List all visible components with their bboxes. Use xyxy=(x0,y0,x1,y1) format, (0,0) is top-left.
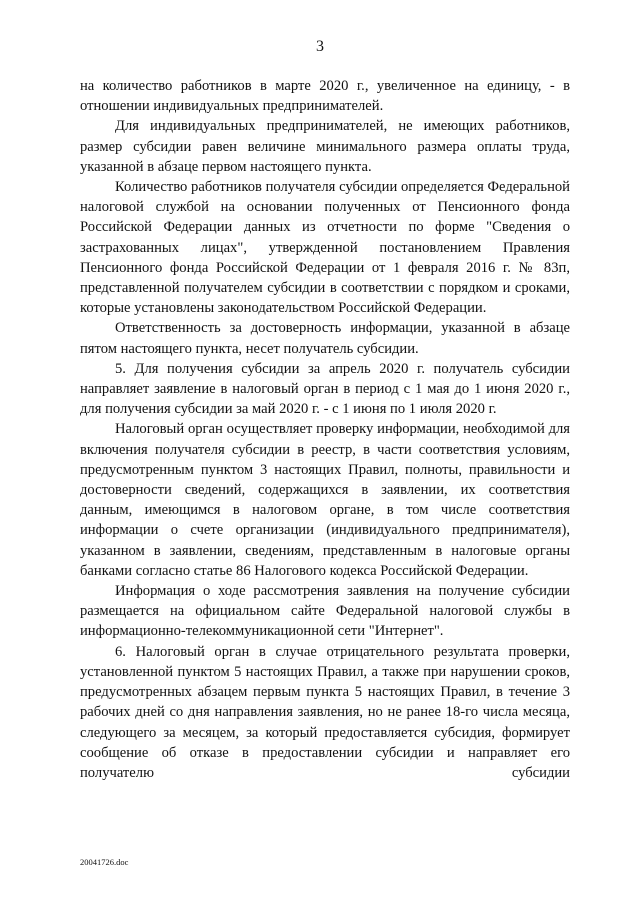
page-number: 3 xyxy=(316,38,324,55)
paragraph: Налоговый орган осуществляет проверку информации, необходимой для включения получателя субсидии в реестр, в части соответствия условиям, предусмотренным пунктом 3 настоящих Правил, полноты, правильности и достоверности сведений, содержащихся в заявлении, их соответствия данным, имеющимся в налоговом органе, в том числе соответствия информации о счете организации (индивидуального предпринимателя), указанном в заявлении, сведениям, представленным в налоговые органы банками согласно статье 86 Налогового кодекса Российской Федерации. xyxy=(80,421,570,579)
paragraph: Количество работников получателя субсидии определяется Федеральной налоговой службой на основании полученных от Пенсионного фонда Российской Федерации данных из отчетности по форме "Сведения о застрахованных лицах", утвержденной постановлением Правления Пенсионного фонда Российской Федерации от 1 февраля 2016 г. № 83п, представленной получателем субсидии в соответствии с порядком и сроками, которые установлены законодательством Российской Федерации. xyxy=(80,179,570,317)
paragraph-item-6: 6. Налоговый орган в случае отрицательного результата проверки, установленной пунктом 5 настоящих Правил, а также при нарушении сроков, предусмотренных абзацем первым пункта 5 настоящих Правил, в течение 3 рабочих дней со дня направления заявления, но не ранее 18-го числа месяца, следующего за месяцем, за который предоставляется субсидия, формирует сообщение об отказе в предоставлении субсидии и направляет его получателю субсидии xyxy=(80,643,570,781)
paragraph-continuation: на количество работников в марте 2020 г., увеличенное на единицу, - в отношении индивидуальных предпринимателей. xyxy=(80,78,570,115)
footer-file-code: 20041726.doc xyxy=(80,857,129,867)
paragraph-item-5: 5. Для получения субсидии за апрель 2020 г. получатель субсидии направляет заявление в налоговый орган в период с 1 мая до 1 июня 2020 г., для получения субсидии за май 2020 г. - с 1 июня по 1 июля 2020 г. xyxy=(80,360,570,418)
document-body xyxy=(80,76,570,783)
paragraph: Информация о ходе рассмотрения заявления на получение субсидии размещается на официальном сайте Федеральной налоговой службы в информационно-телекоммуникационной сети "Интернет". xyxy=(80,583,570,640)
paragraph: Ответственность за достоверность информации, указанной в абзаце пятом настоящего пункта, несет получатель субсидии. xyxy=(80,320,570,357)
paragraph: Для индивидуальных предпринимателей, не имеющих работников, размер субсидии равен величине минимального размера оплаты труда, указанной в абзаце первом настоящего пункта. xyxy=(80,118,570,175)
